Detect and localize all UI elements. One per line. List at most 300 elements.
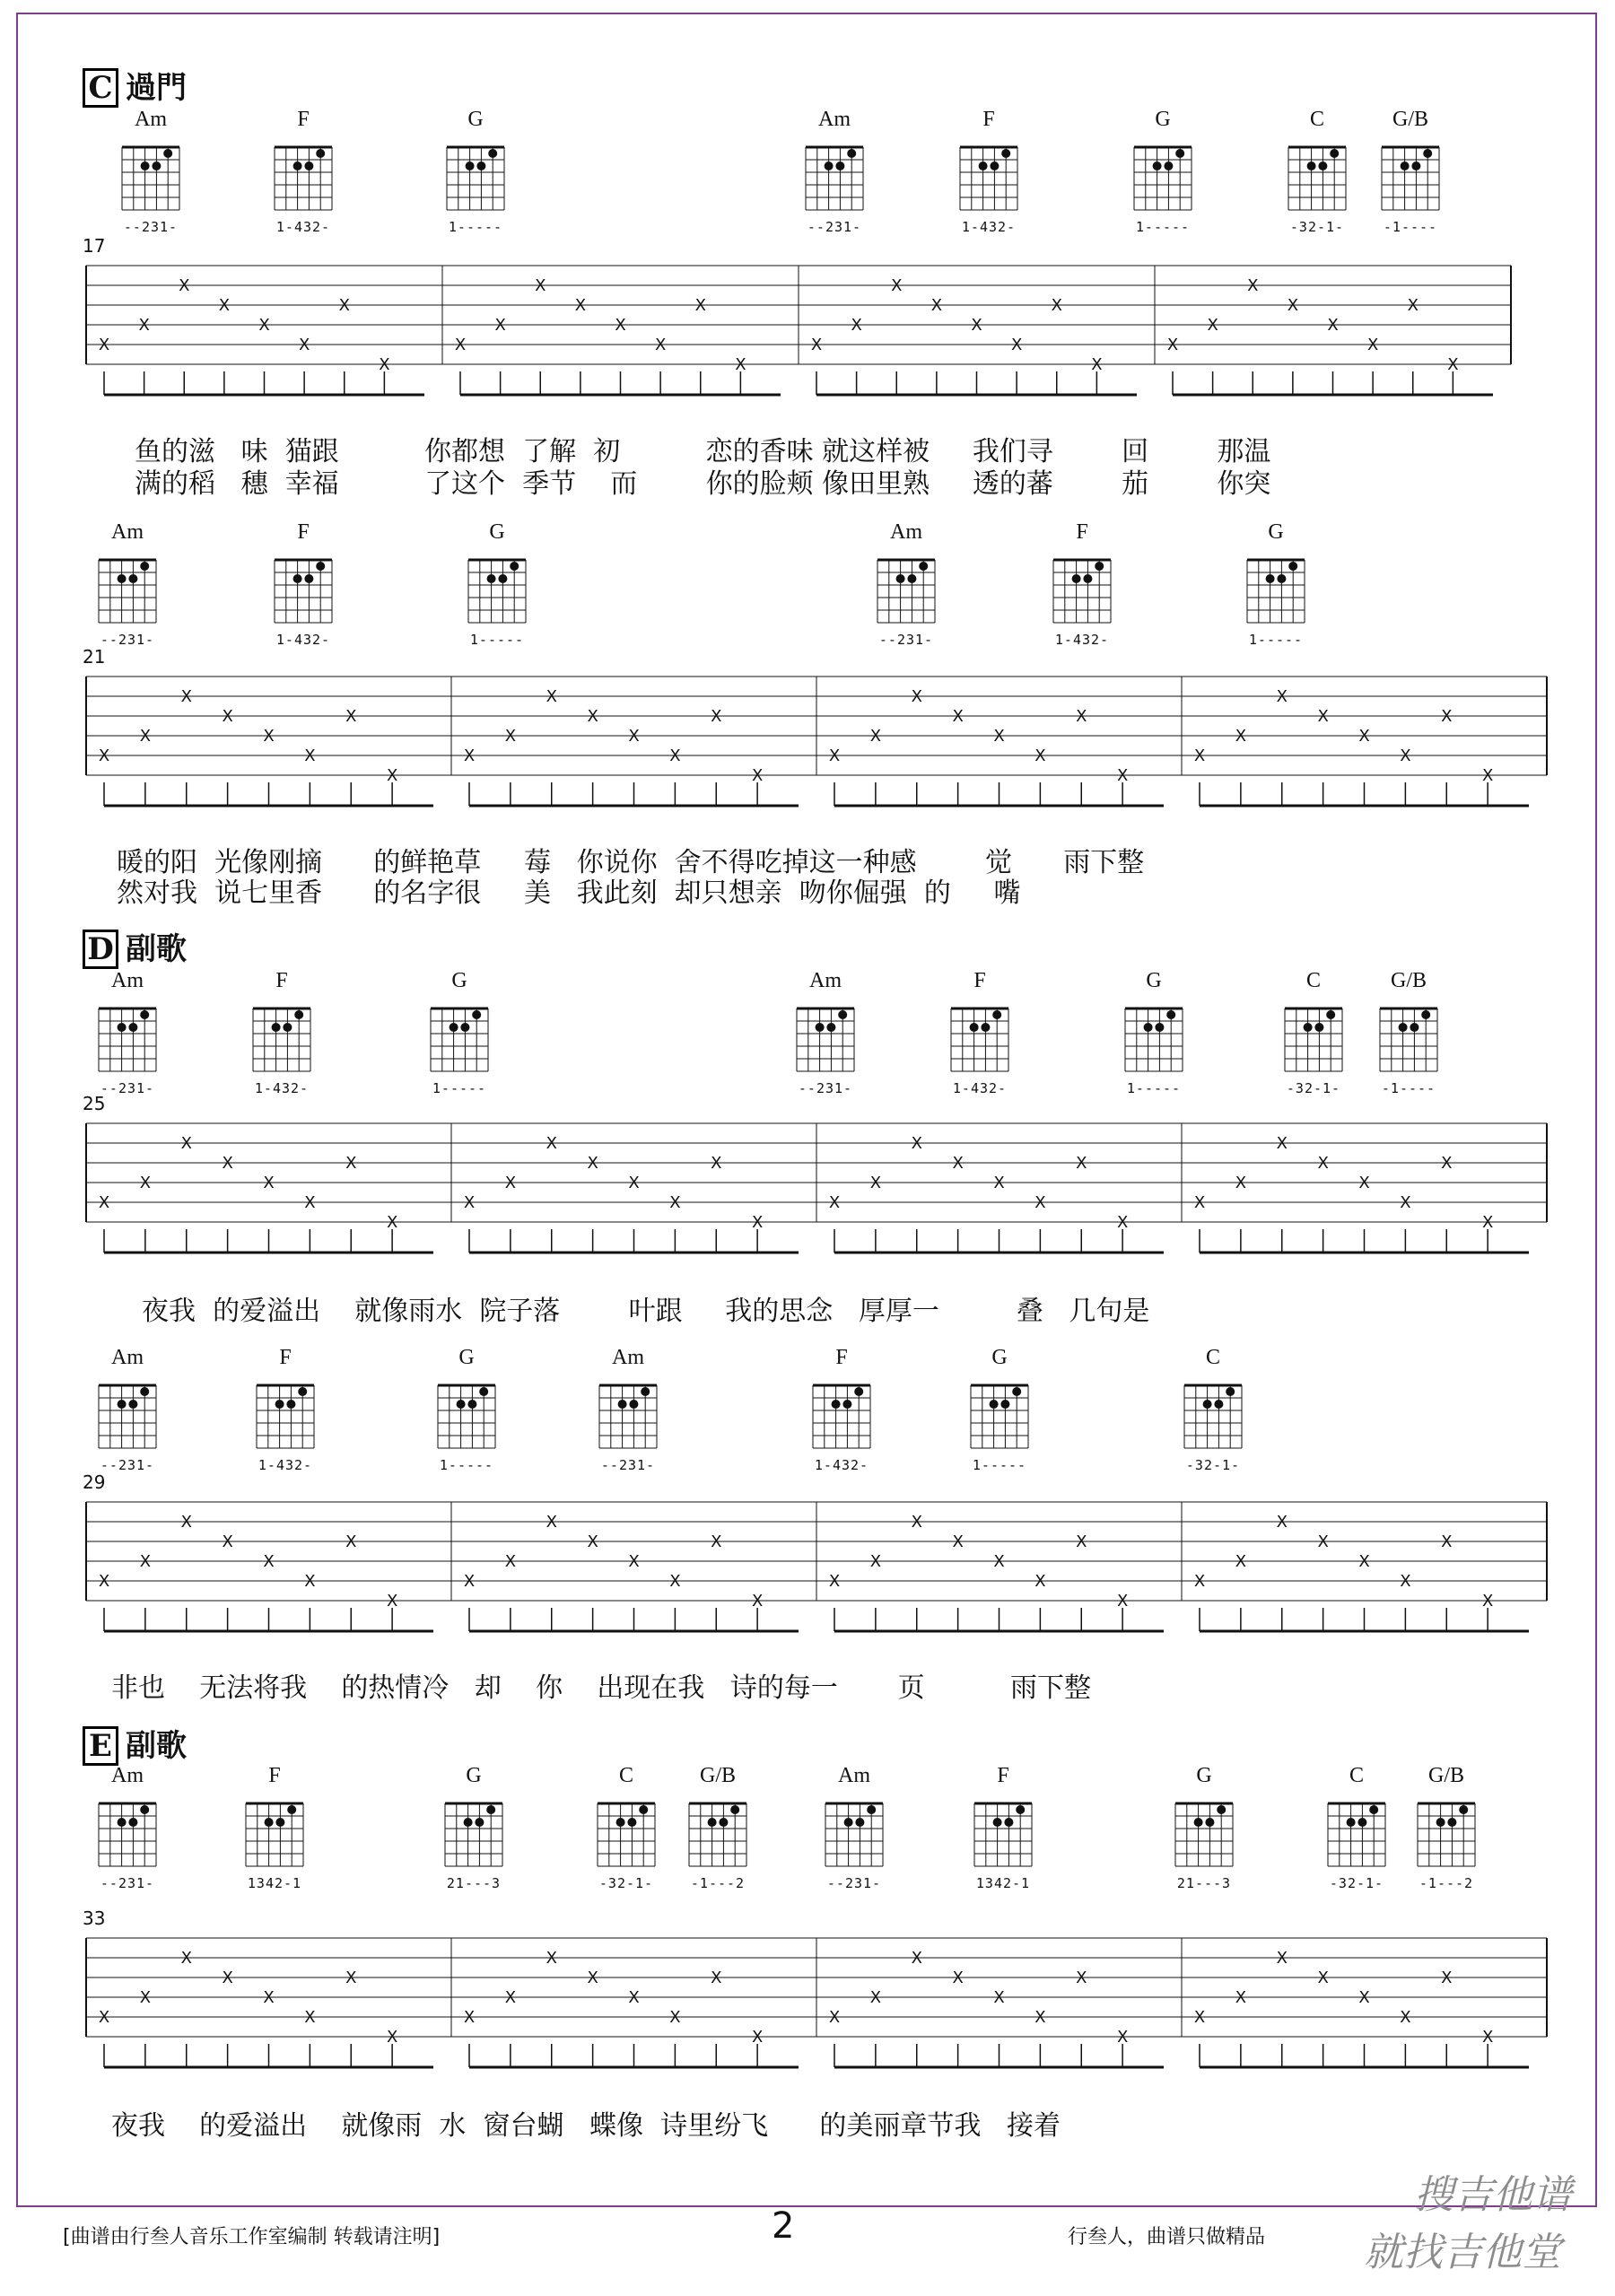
- section-header: [83, 924, 187, 969]
- tab-note: X: [454, 336, 467, 354]
- tab-note: X: [338, 296, 350, 315]
- tab-note: X: [669, 1572, 681, 1591]
- chord-fingering: 1-432-: [1054, 632, 1110, 648]
- chord-grid: [239, 1791, 310, 1873]
- tab-note: X: [180, 1949, 192, 1968]
- finger-dot: [838, 1010, 847, 1019]
- chord-fingering: 1-----: [972, 1457, 1027, 1473]
- chord-name: C: [618, 1764, 633, 1787]
- tab-note: X: [1276, 687, 1288, 706]
- bar-number: 25: [83, 1093, 106, 1114]
- finger-dot: [466, 162, 475, 170]
- tab-note: X: [1207, 316, 1218, 335]
- finger-dot: [618, 1400, 627, 1409]
- finger-dot: [1288, 562, 1297, 571]
- chord-fingering: -32-1-: [1329, 1875, 1384, 1891]
- finger-dot: [488, 149, 497, 158]
- finger-dot: [1330, 149, 1339, 158]
- chord-fingering: 1-----: [1126, 1080, 1182, 1096]
- tab-note: X: [1116, 1213, 1129, 1232]
- chord-grid: [431, 1373, 502, 1455]
- finger-dot: [118, 1818, 127, 1827]
- finger-dot: [1266, 574, 1275, 583]
- tab-note: X: [993, 1174, 1005, 1192]
- finger-dot: [140, 1387, 149, 1396]
- chord-grid: [964, 1373, 1035, 1455]
- chord-name: F: [1076, 520, 1088, 544]
- finger-dot: [639, 1805, 648, 1814]
- chord-grid: [115, 135, 187, 217]
- chord-grid: [944, 996, 1016, 1078]
- finger-dot: [272, 1023, 281, 1032]
- tab-note: X: [1166, 336, 1179, 354]
- tab-note: X: [615, 316, 626, 335]
- tab-note: X: [263, 1988, 275, 2007]
- tab-note: X: [1116, 1592, 1129, 1611]
- finger-dot: [1155, 1023, 1164, 1032]
- tab-note: X: [1481, 2028, 1494, 2047]
- chord-fingering: -1----: [1381, 1080, 1436, 1096]
- finger-dot: [1401, 162, 1410, 170]
- finger-dot: [275, 1818, 284, 1827]
- lyric-line: 满的稻 穗 幸福 了这个 季节 而 你的脸颊 像田里熟 透的蕃 茄 你突: [135, 468, 1271, 500]
- chord-fingering: 1-432-: [814, 1457, 869, 1473]
- tab-note: X: [1235, 1552, 1247, 1571]
- section-label: D: [83, 930, 118, 969]
- tab-note: X: [1358, 727, 1370, 746]
- chord-grid: [267, 135, 339, 217]
- finger-dot: [990, 162, 999, 170]
- tab-note: X: [1441, 707, 1453, 726]
- tab-note: X: [1034, 2008, 1046, 2027]
- chord-fingering: -1----: [1383, 219, 1438, 235]
- tab-note: X: [1235, 1988, 1247, 2007]
- bar-number: 29: [83, 1471, 106, 1493]
- tab-note: X: [587, 1532, 598, 1551]
- tab-note: X: [1010, 336, 1023, 354]
- watermark-line-2: 就找吉他堂: [1364, 2230, 1561, 2275]
- chord-fingering: 1-----: [448, 219, 503, 235]
- chord-name: F: [982, 108, 995, 131]
- chord-name: C: [1349, 1764, 1364, 1787]
- chord-fingering: -1---2: [1419, 1875, 1474, 1891]
- finger-dot: [1226, 1387, 1235, 1396]
- tab-note: X: [711, 1969, 722, 1987]
- finger-dot: [835, 162, 844, 170]
- tab-note: X: [345, 1532, 357, 1551]
- chord-grid: [590, 1791, 662, 1873]
- chord-grid: [790, 996, 861, 1078]
- chord-fingering: 1342-1: [247, 1875, 302, 1891]
- tab-note: X: [669, 2008, 681, 2027]
- tab-note: X: [98, 1193, 110, 1212]
- finger-dot: [1153, 162, 1162, 170]
- finger-dot: [1357, 1818, 1366, 1827]
- tab-note: X: [139, 727, 152, 746]
- chord-grid: [249, 1373, 321, 1455]
- chord-name: F: [279, 1346, 292, 1369]
- tab-note: X: [628, 1174, 640, 1192]
- chord-name: Am: [111, 1764, 144, 1787]
- section-label: E: [83, 1726, 118, 1766]
- tab-note: X: [1193, 1572, 1206, 1591]
- tab-note: X: [952, 707, 964, 726]
- chord-grid: [592, 1373, 664, 1455]
- chord-grid: [92, 1373, 163, 1455]
- finger-dot: [298, 1387, 307, 1396]
- finger-dot: [1083, 574, 1092, 583]
- tab-note: X: [379, 355, 390, 374]
- finger-dot: [294, 1010, 303, 1019]
- tab-note: X: [1034, 1193, 1046, 1212]
- chord-name: F: [973, 969, 986, 992]
- chord-fingering: --231-: [600, 1457, 656, 1473]
- chord-fingering: 1-----: [1248, 632, 1304, 648]
- lyric-line: 然对我 说七里香 的名字很 美 我此刻 却只想亲 吻你倔强 的 嘴: [117, 877, 1021, 909]
- tab-note: X: [1400, 746, 1411, 765]
- chord-name: G/B: [1390, 969, 1427, 992]
- tab-note: X: [1317, 1532, 1329, 1551]
- chord-grid: [92, 996, 163, 1078]
- tab-note: X: [98, 1572, 110, 1591]
- tab-note: X: [98, 746, 110, 765]
- chord-fingering: 1-----: [439, 1457, 494, 1473]
- finger-dot: [479, 1387, 488, 1396]
- tab-note: X: [258, 316, 270, 335]
- tab-note: X: [1317, 1154, 1329, 1173]
- finger-dot: [855, 1818, 864, 1827]
- tab-note: X: [1481, 766, 1494, 785]
- chord-name: Am: [111, 1346, 144, 1369]
- tab-note: X: [386, 766, 398, 785]
- tab-note: X: [587, 1154, 598, 1173]
- tab-note: X: [304, 1572, 316, 1591]
- finger-dot: [1144, 1023, 1153, 1032]
- finger-dot: [460, 1023, 469, 1032]
- tab-note: X: [751, 2028, 764, 2047]
- finger-dot: [450, 1023, 458, 1032]
- chord-fingering: 1-432-: [275, 219, 331, 235]
- tab-note: X: [1276, 1134, 1288, 1153]
- tab-note: X: [345, 707, 357, 726]
- footer-slogan: 行叁人，曲谱只做精品: [1068, 2226, 1266, 2248]
- tab-note: X: [1358, 1174, 1370, 1192]
- finger-dot: [140, 1805, 149, 1814]
- tab-note: X: [1327, 316, 1339, 335]
- finger-dot: [1214, 1400, 1223, 1409]
- finger-dot: [919, 562, 928, 571]
- chord-fingering: 1-432-: [275, 632, 331, 648]
- finger-dot: [118, 1400, 127, 1409]
- tab-note: X: [546, 1513, 557, 1532]
- section-title: 副歌: [126, 931, 187, 967]
- tab-note: X: [628, 1552, 640, 1571]
- finger-dot: [1203, 1400, 1212, 1409]
- tab-note: X: [669, 746, 681, 765]
- tab-note: X: [851, 316, 862, 335]
- finger-dot: [1095, 562, 1104, 571]
- chord-grid: [1281, 135, 1353, 217]
- chord-name: G: [1196, 1764, 1212, 1787]
- tab-note: X: [263, 727, 275, 746]
- lyric-line: 鱼的滋 味 猫跟 你都想 了解 初 恋的香味 就这样被 我们寻 回 那温: [135, 436, 1271, 467]
- tab-note: X: [138, 316, 150, 335]
- finger-dot: [1277, 574, 1286, 583]
- tab-staff: [83, 1931, 1554, 2074]
- tab-note: X: [504, 1552, 517, 1571]
- finger-dot: [1459, 1805, 1468, 1814]
- finger-dot: [1205, 1818, 1214, 1827]
- tab-note: X: [304, 746, 316, 765]
- chord-fingering: --231-: [826, 1875, 882, 1891]
- tab-note: X: [386, 2028, 398, 2047]
- tab-note: X: [1400, 1572, 1411, 1591]
- chord-fingering: --231-: [100, 1875, 155, 1891]
- finger-dot: [629, 1400, 638, 1409]
- tab-note: X: [828, 1572, 841, 1591]
- bar-number: 21: [83, 646, 106, 668]
- chord-name: G: [1146, 969, 1162, 992]
- finger-dot: [457, 1400, 466, 1409]
- bar-number: 33: [83, 1908, 106, 1929]
- tab-note: X: [828, 1193, 841, 1212]
- finger-dot: [844, 1818, 853, 1827]
- finger-dot: [1217, 1805, 1226, 1814]
- finger-dot: [283, 1023, 292, 1032]
- chord-name: Am: [818, 108, 851, 131]
- tab-note: X: [1193, 746, 1206, 765]
- finger-dot: [1304, 1023, 1313, 1032]
- chord-grid: [1046, 547, 1118, 630]
- chord-grid: [438, 1791, 510, 1873]
- tab-note: X: [711, 707, 722, 726]
- finger-dot: [627, 1818, 636, 1827]
- finger-dot: [708, 1818, 717, 1827]
- chord-name: F: [835, 1346, 848, 1369]
- section-header: [83, 63, 187, 108]
- tab-note: X: [98, 2008, 110, 2027]
- tab-note: X: [463, 1193, 476, 1212]
- finger-dot: [1175, 149, 1184, 158]
- tab-staff: [83, 1116, 1554, 1260]
- finger-dot: [304, 574, 313, 583]
- finger-dot: [981, 1023, 990, 1032]
- tab-note: X: [1317, 707, 1329, 726]
- finger-dot: [1318, 162, 1327, 170]
- finger-dot: [1166, 1010, 1175, 1019]
- tab-note: X: [1076, 1532, 1087, 1551]
- tab-note: X: [1447, 355, 1459, 374]
- tab-note: X: [1407, 296, 1419, 315]
- finger-dot: [467, 1400, 476, 1409]
- tab-note: X: [971, 316, 982, 335]
- tab-note: X: [828, 746, 841, 765]
- chord-grid: [1127, 135, 1199, 217]
- finger-dot: [907, 574, 916, 583]
- finger-dot: [970, 1023, 979, 1032]
- finger-dot: [990, 1400, 999, 1409]
- chord-grid: [461, 547, 533, 630]
- chord-name: C: [1305, 969, 1321, 992]
- tab-note: X: [993, 1552, 1005, 1571]
- tab-note: X: [587, 1969, 598, 1987]
- chord-name: Am: [838, 1764, 870, 1787]
- finger-dot: [1194, 1818, 1203, 1827]
- tab-note: X: [911, 1513, 922, 1532]
- finger-dot: [1447, 1818, 1456, 1827]
- finger-dot: [287, 1805, 296, 1814]
- tab-note: X: [1116, 2028, 1129, 2047]
- finger-dot: [1004, 1818, 1013, 1827]
- chord-name: F: [297, 520, 310, 544]
- tab-note: X: [222, 707, 233, 726]
- tab-note: X: [574, 296, 587, 315]
- tab-note: X: [669, 1193, 681, 1212]
- tab-note: X: [993, 1988, 1005, 2007]
- tab-note: X: [139, 1988, 152, 2007]
- chord-name: Am: [135, 108, 167, 131]
- tab-note: X: [1287, 296, 1299, 315]
- finger-dot: [464, 1818, 473, 1827]
- tab-staff: [83, 1495, 1554, 1638]
- finger-dot: [719, 1818, 728, 1827]
- finger-dot: [979, 162, 988, 170]
- chord-grid: [246, 996, 318, 1078]
- tab-note: X: [1358, 1988, 1370, 2007]
- finger-dot: [1326, 1010, 1335, 1019]
- finger-dot: [1436, 1818, 1445, 1827]
- tab-note: X: [711, 1154, 722, 1173]
- finger-dot: [1000, 1400, 1009, 1409]
- finger-dot: [842, 1400, 851, 1409]
- finger-dot: [475, 1818, 484, 1827]
- tab-note: X: [494, 316, 506, 335]
- chord-grid: [267, 547, 339, 630]
- tab-note: X: [1358, 1552, 1370, 1571]
- chord-name: G: [489, 520, 505, 544]
- finger-dot: [847, 149, 856, 158]
- tab-note: X: [751, 1213, 764, 1232]
- chord-grid: [682, 1791, 754, 1873]
- finger-dot: [163, 149, 172, 158]
- tab-note: X: [1400, 1193, 1411, 1212]
- tab-note: X: [304, 1193, 316, 1212]
- finger-dot: [826, 1023, 835, 1032]
- chord-grid: [1375, 135, 1446, 217]
- finger-dot: [993, 1818, 1002, 1827]
- lyric-line: 夜我 的爱溢出 就像雨水 院子落 叶跟 我的思念 厚厚一 叠 几句是: [142, 1296, 1150, 1327]
- finger-dot: [140, 562, 149, 571]
- chord-fingering: -32-1-: [1286, 1080, 1341, 1096]
- chord-name: G/B: [699, 1764, 736, 1787]
- tab-note: X: [504, 1988, 517, 2007]
- tab-note: X: [1481, 1213, 1494, 1232]
- tab-note: X: [1076, 1969, 1087, 1987]
- tab-note: X: [222, 1154, 233, 1173]
- finger-dot: [1307, 162, 1316, 170]
- tab-note: X: [694, 296, 706, 315]
- finger-dot: [498, 574, 507, 583]
- chord-name: F: [297, 108, 310, 131]
- tab-note: X: [869, 1552, 882, 1571]
- chord-fingering: 21---3: [1176, 1875, 1232, 1891]
- chord-fingering: -32-1-: [1185, 1457, 1241, 1473]
- chord-name: F: [997, 1764, 1009, 1787]
- tab-note: X: [345, 1154, 357, 1173]
- tab-note: X: [1034, 1572, 1046, 1591]
- finger-dot: [825, 162, 834, 170]
- finger-dot: [293, 574, 302, 583]
- chord-name: G/B: [1427, 1764, 1464, 1787]
- tab-note: X: [504, 727, 517, 746]
- tab-note: X: [139, 1174, 152, 1192]
- tab-note: X: [869, 727, 882, 746]
- finger-dot: [1001, 149, 1010, 158]
- chord-grid: [1177, 1373, 1249, 1455]
- tab-note: X: [1276, 1949, 1288, 1968]
- tab-note: X: [1193, 2008, 1206, 2027]
- tab-note: X: [911, 687, 922, 706]
- chord-fingering: -32-1-: [598, 1875, 654, 1891]
- finger-dot: [128, 574, 137, 583]
- tab-note: X: [930, 296, 943, 315]
- finger-dot: [992, 1010, 1001, 1019]
- chord-grid: [1240, 547, 1312, 630]
- chord-grid: [953, 135, 1025, 217]
- chord-name: Am: [111, 969, 144, 992]
- bar-number: 17: [83, 235, 106, 257]
- chord-name: G: [1268, 520, 1284, 544]
- finger-dot: [510, 562, 519, 571]
- tab-note: X: [628, 1988, 640, 2007]
- tab-note: X: [546, 1134, 557, 1153]
- chord-fingering: --231-: [100, 632, 155, 648]
- finger-dot: [316, 562, 325, 571]
- chord-fingering: --231-: [100, 1457, 155, 1473]
- chord-name: G: [991, 1346, 1008, 1369]
- chord-grid: [1118, 996, 1190, 1078]
- page-number: 2: [772, 2205, 795, 2247]
- finger-dot: [1410, 1023, 1419, 1032]
- tab-note: X: [1247, 276, 1259, 295]
- finger-dot: [832, 1400, 841, 1409]
- chord-grid: [440, 135, 511, 217]
- tab-note: X: [1481, 1592, 1494, 1611]
- tab-note: X: [751, 766, 764, 785]
- chord-fingering: --231-: [807, 219, 862, 235]
- lyric-line: 夜我 的爱溢出 就像雨 水 窗台蝴 蝶像 诗里纷飞 的美丽章节我 接着: [111, 2110, 1061, 2142]
- chord-fingering: --231-: [100, 1080, 155, 1096]
- tab-note: X: [180, 687, 192, 706]
- section-label: C: [83, 68, 118, 108]
- chord-name: G: [451, 969, 467, 992]
- chord-fingering: 1-432-: [952, 1080, 1008, 1096]
- finger-dot: [118, 574, 127, 583]
- tab-note: X: [1116, 766, 1129, 785]
- tab-note: X: [304, 2008, 316, 2027]
- tab-note: X: [952, 1154, 964, 1173]
- tab-note: X: [180, 1513, 192, 1532]
- tab-note: X: [1366, 336, 1379, 354]
- tab-note: X: [386, 1213, 398, 1232]
- chord-fingering: --231-: [798, 1080, 853, 1096]
- chord-grid: [799, 135, 870, 217]
- tab-note: X: [1034, 746, 1046, 765]
- finger-dot: [1314, 1023, 1323, 1032]
- finger-dot: [128, 1023, 137, 1032]
- tab-note: X: [911, 1134, 922, 1153]
- tab-note: X: [1235, 1174, 1247, 1192]
